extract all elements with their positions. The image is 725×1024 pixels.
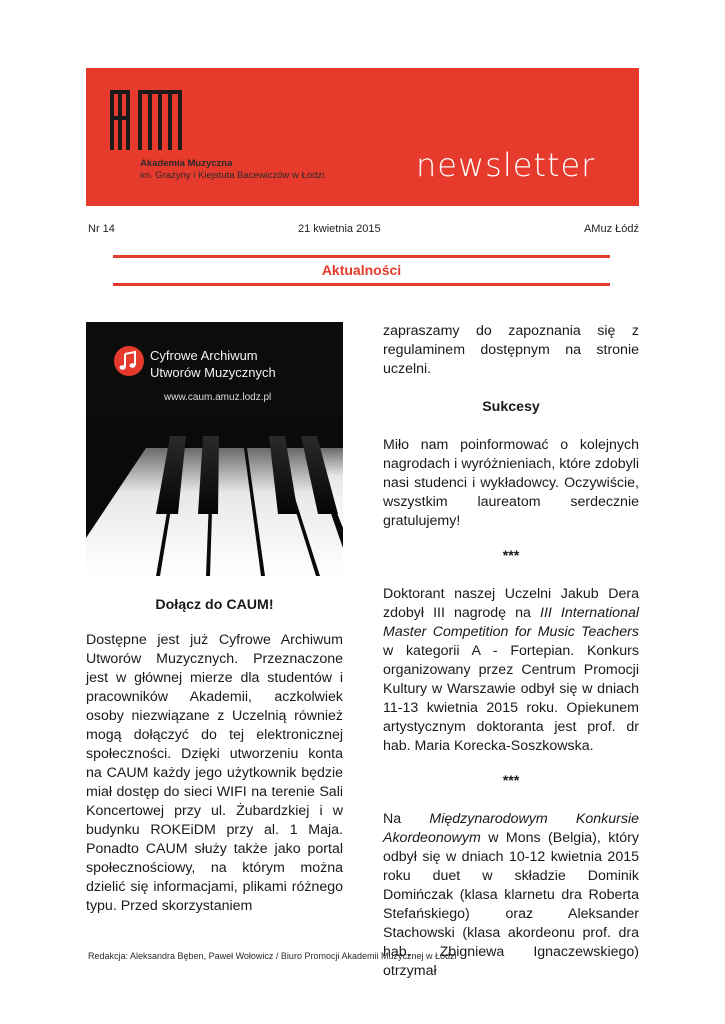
news-mons-b: w Mons (Belgia), który odbył się w dniach 10-12 kwietnia 2015 roku duet w składzie Dominik Domińczak (klasa klarnetu dra Roberta Stefańskiego) oraz Aleksander Stachowski (klasa akordeonu prof. dra hab. Zbigniewa Ignaczewskiego) otrzymał: [383, 830, 639, 979]
issue-date: 21 kwietnia 2015: [298, 223, 381, 235]
separator-2: ***: [502, 773, 520, 789]
article-continuation: zapraszamy do zapoznania się z regulaminem dostępnym na stronie uczelni.: [383, 323, 639, 377]
promo-title-line1: Cyfrowe Archiwum: [150, 348, 258, 363]
news-mons-a: Na: [383, 811, 430, 827]
academy-name-line1: Akademia Muzyczna: [140, 158, 233, 169]
issue-place: AMuz Łódź: [583, 223, 639, 235]
news-dera-competition: III International Master Competition for Music Teachers: [383, 605, 640, 640]
section-rule-top: [113, 255, 610, 258]
promo-title-line2: Utworów Muzycznych: [150, 365, 276, 380]
newsletter-title: newsletter: [416, 146, 596, 184]
news-dera-a: Doktorant naszej Uczelni Jakub Dera zdobył III nagrodę na: [383, 586, 639, 621]
academy-name-line2: im. Grażyny i Kiejstuta Bacewiczów w Łodzi: [140, 170, 325, 181]
section-rule-bottom: [113, 283, 610, 286]
footer-credits: Redakcja: Aleksandra Bęben, Paweł Wołowicz / Biuro Promocji Akademii Muzycznej w Łodzi: [88, 951, 457, 961]
article-body-caum: Dostępne jest już Cyfrowe Archiwum Utworów Muzycznych. Przeznaczone jest w głównej mierze dla studentów i pracowników Akademii, aczkolwiek osoby niezwiązane z Uczelnią również mogą dołączyć do tej elektronicznej społeczności. Dzięki utworzeniu konta na CAUM każdy jego użytkownik będzie miał dostęp do sieci WIFI na terenie Sali Koncertowej przy ul. Żubardzkiej i w budynku ROKEiDM przy al. 1 Maja. Ponadto CAUM służy także jako portal społecznościowy, na którym można dzielić się informacjami, plikami różnego typu. Przed skorzystaniem: [86, 632, 343, 914]
sukcesy-intro: Miło nam poinformować o kolejnych nagrodach i wyróżnieniach, które zdobyli nasi studenci i wykładowcy. Oczywiście, wszystkim laureatom serdecznie gratulujemy!: [383, 437, 639, 529]
news-mons-competition: Międzynarodowym Konkursie Akordeonowym: [383, 811, 639, 846]
caum-promo-image: [86, 322, 343, 576]
academy-logo: [108, 88, 188, 154]
right-column: [383, 322, 639, 981]
issue-number: Nr 14: [88, 223, 115, 235]
separator: ***: [502, 548, 520, 564]
music-note-icon: [114, 346, 144, 376]
section-heading-sukcesy: Sukcesy: [482, 399, 540, 415]
piano-keys-image: [86, 418, 343, 576]
promo-url: www.caum.amuz.lodz.pl: [164, 392, 272, 403]
article-heading-caum: Dołącz do CAUM!: [155, 597, 274, 613]
header-banner: [86, 68, 639, 206]
academy-name: [140, 158, 324, 182]
news-dera-b: w kategorii A - Fortepian. Konkurs organizowany przez Centrum Promocji Kultury w Warszawie odbył się w dniach 11-13 kwietnia 2015 roku. Opiekunem artystycznym doktoranta jest prof. dr hab. Maria Korecka-Soszkowska.: [383, 643, 639, 754]
news-dera: [383, 585, 639, 756]
section-title: Aktualności: [321, 262, 402, 278]
left-column: [86, 596, 343, 916]
